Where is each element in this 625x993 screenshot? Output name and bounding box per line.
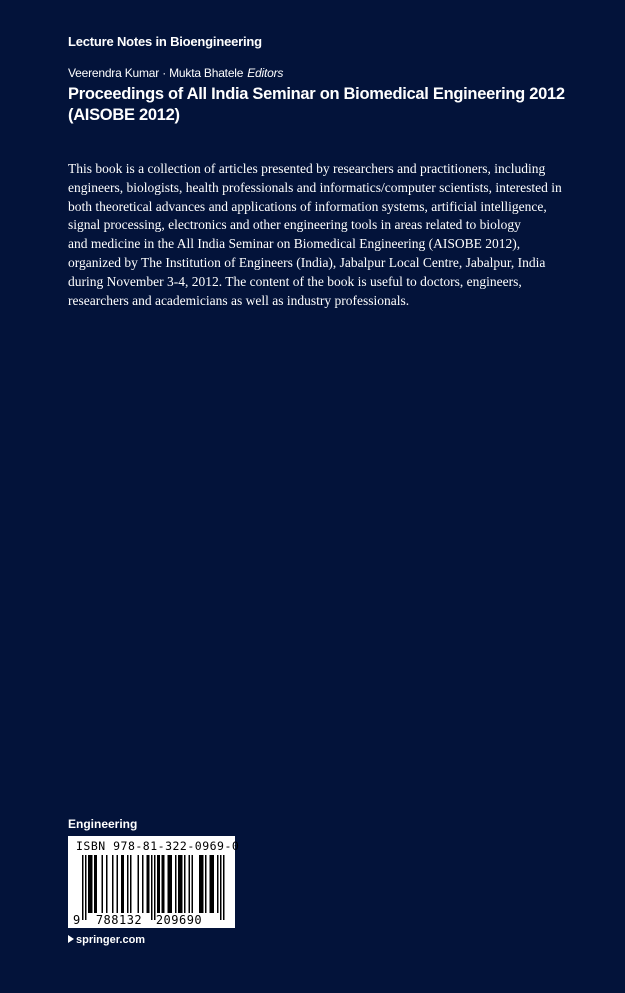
barcode-bar (211, 855, 213, 913)
description-line: signal processing, electronics and other engineering tools in areas related to biology (68, 217, 521, 233)
barcode-bar (192, 855, 194, 913)
barcode-bar (102, 855, 104, 913)
editor-names: Veerendra Kumar · Mukta Bhatele (68, 66, 244, 80)
isbn-barcode (68, 836, 240, 928)
barcode-bar (147, 855, 149, 913)
barcode-bar (189, 855, 191, 913)
editors-line (68, 66, 283, 80)
barcode-bar (106, 855, 108, 913)
description-line: This book is a collection of articles presented by researchers and practitioners, including (68, 161, 546, 176)
barcode-digit-lead: 9 (73, 913, 81, 927)
barcode-bar (151, 855, 153, 920)
barcode-bar (85, 855, 87, 920)
barcode-bar (130, 855, 132, 913)
description-line: engineers, biologists, health professionals and informatics/computer scientists, interested in (68, 179, 562, 195)
barcode-bar (117, 855, 119, 913)
barcode-bar (184, 855, 186, 913)
barcode-bar (138, 855, 140, 913)
barcode-bar (223, 855, 225, 920)
arrow-right-icon (68, 935, 74, 943)
barcode-bar (178, 855, 180, 913)
barcode-bar (171, 855, 173, 913)
barcode-bar (154, 855, 156, 920)
book-title (68, 84, 568, 126)
barcode-bar (88, 855, 90, 913)
barcode-bar (148, 855, 150, 913)
publisher-url-text[interactable]: springer.com (76, 934, 146, 946)
barcode-bar (91, 855, 93, 913)
barcode-bar (213, 855, 215, 913)
barcode-bar (94, 855, 96, 913)
barcode-bar (96, 855, 98, 913)
barcode-bar (163, 855, 165, 913)
barcode-bar (82, 855, 84, 920)
barcode-graphic (68, 836, 235, 928)
barcode-bar (181, 855, 183, 913)
barcode-digits-right: 209690 (155, 913, 203, 927)
publisher-url[interactable] (68, 934, 145, 946)
description-line: and medicine in the All India Seminar on Biomedical Engineering (AISOBE 2012), (68, 236, 521, 252)
barcode-digits-left: 788132 (95, 913, 143, 927)
barcode-bar (168, 855, 170, 913)
barcode-bar (159, 855, 161, 913)
barcode-bar (121, 855, 123, 913)
description-line: during November 3-4, 2012. The content of the book is useful to doctors, engineers, (68, 273, 522, 289)
description-line: both theoretical advances and applications of information systems, artificial intelligence, (68, 198, 547, 214)
barcode-bar (201, 855, 203, 913)
title-line: Proceedings of All India Seminar on Biomedical Engineering 2012 (68, 85, 565, 103)
editors-role: Editors (247, 66, 284, 80)
barcode-bar (202, 855, 204, 913)
barcode-bar (199, 855, 201, 913)
barcode-bar (157, 855, 159, 913)
description-line: organized by The Institution of Engineers (India), Jabalpur Local Centre, Jabalpur, India (68, 254, 546, 270)
barcode-bar (169, 855, 171, 913)
barcode-bar (123, 855, 125, 913)
barcode-bar (205, 855, 207, 913)
description-line: researchers and academicians as well as industry professionals. (68, 292, 410, 308)
barcode-bar (112, 855, 114, 913)
barcode-bar (90, 855, 92, 913)
title-line: (AISOBE 2012) (68, 106, 180, 124)
barcode-bar (142, 855, 144, 913)
book-description (68, 160, 568, 310)
barcode-bar (220, 855, 222, 920)
series-name: Lecture Notes in Bioengineering (68, 34, 262, 49)
barcode-bar (217, 855, 219, 913)
subject-category: Engineering (68, 817, 138, 831)
barcode-bar (180, 855, 182, 913)
isbn-label: ISBN 978-81-322-0969-0 (76, 839, 240, 853)
barcode-bar (210, 855, 212, 913)
barcode-bar (175, 855, 177, 913)
barcode-bar (162, 855, 164, 913)
barcode-bar (127, 855, 129, 913)
